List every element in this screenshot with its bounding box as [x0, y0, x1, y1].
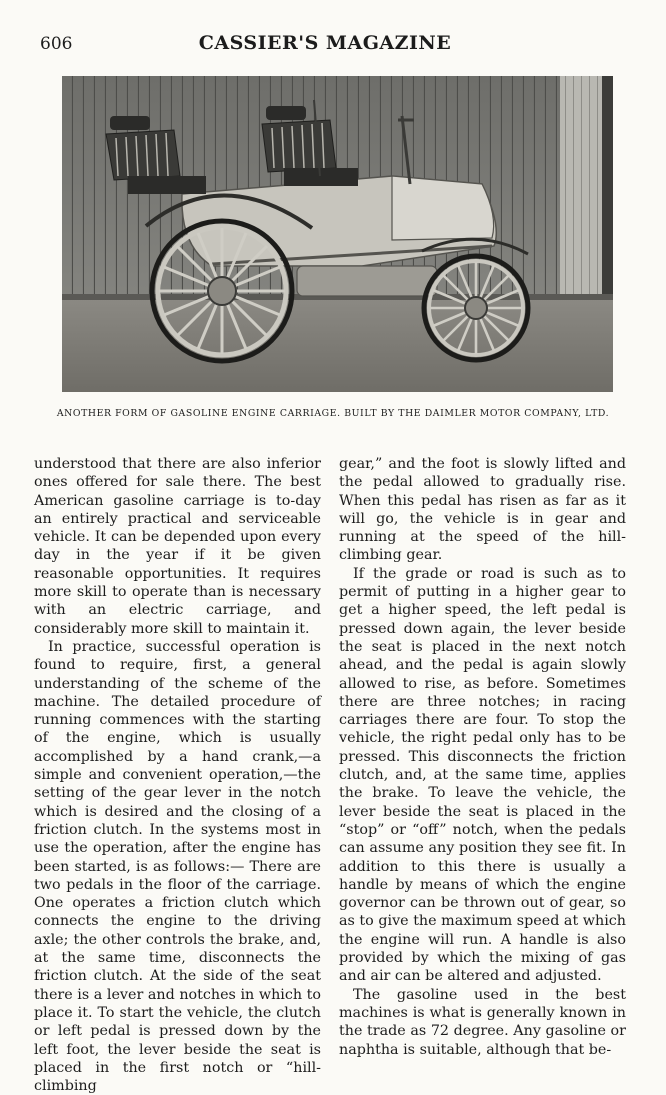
running-title: CASSIER'S MAGAZINE — [198, 32, 452, 54]
left-column — [34, 455, 321, 1095]
paragraph: The gasoline used in the best machines is what is generally known in the trade as 72 degree. Any gasoline or naphtha is suitable, although that be- — [339, 986, 626, 1058]
paragraph: In practice, successful operation is found to require, first, a general understanding of the scheme of the machine. The detailed procedure of running commences with the starting of the engine, which is usually accomplished by a hand crank,—a simple and convenient operation,—the setting of the gear lever in the notch which is desired and the closing of a friction clutch. In the systems most in use the operation, after the engine has been started, is as follows:— There are two pedals in the floor of the carriage. One operates a friction clutch which connects the engine to the driving axle; the other controls the brake, and, at the same time, disconnects the friction clutch. At the side of the seat there is a lever and notches in which to place it. To start the vehicle, the clutch or left pedal is pressed down by the left foot, the lever beside the seat is placed in the first notch or “hill-climbing — [34, 638, 321, 1095]
paragraph: If the grade or road is such as to permit of putting in a higher gear to get a higher speed, the left pedal is pressed down again, the lever beside the seat is placed in the next notch ahead, and the pedal is again slowly allowed to rise, as before. Sometimes there are three notches; in racing carriages there are four. To stop the vehicle, the right pedal only has to be pressed. This disconnects the friction clutch, and, at the same time, applies the brake. To leave the vehicle, the lever beside the seat is placed in the “stop” or “off” notch, when the pedals can assume any position they see fit. In addition to this there is usually a handle by means of which the engine governor can be thrown out of gear, so as to give the maximum speed at which the engine will run. A handle is also provided by which the mixing of gas and air can be altered and adjusted. — [339, 565, 626, 985]
figure-caption: ANOTHER FORM OF GASOLINE ENGINE CARRIAGE. BUILT BY THE DAIMLER MOTOR COMPANY, LTD. — [56, 408, 610, 419]
page-number: 606 — [40, 34, 73, 54]
page-header — [40, 26, 610, 62]
paragraph: gear,” and the foot is slowly lifted and the pedal allowed to gradually rise. When this pedal has risen as far as it will go, the vehicle is in gear and running at the speed of the hill-climbing gear. — [339, 456, 626, 564]
right-column — [339, 455, 626, 1059]
paragraph: understood that there are also inferior ones offered for sale there. The best American gasoline carriage is to-day an entirely practical and serviceable vehicle. It can be depended upon every day in the year if it be given reasonable opportunities. It requires more skill to operate than is necessary with an electric carriage, and considerably more skill to maintain it. — [34, 456, 321, 637]
carriage-illustration — [62, 76, 613, 392]
carriage-photograph — [62, 76, 613, 392]
